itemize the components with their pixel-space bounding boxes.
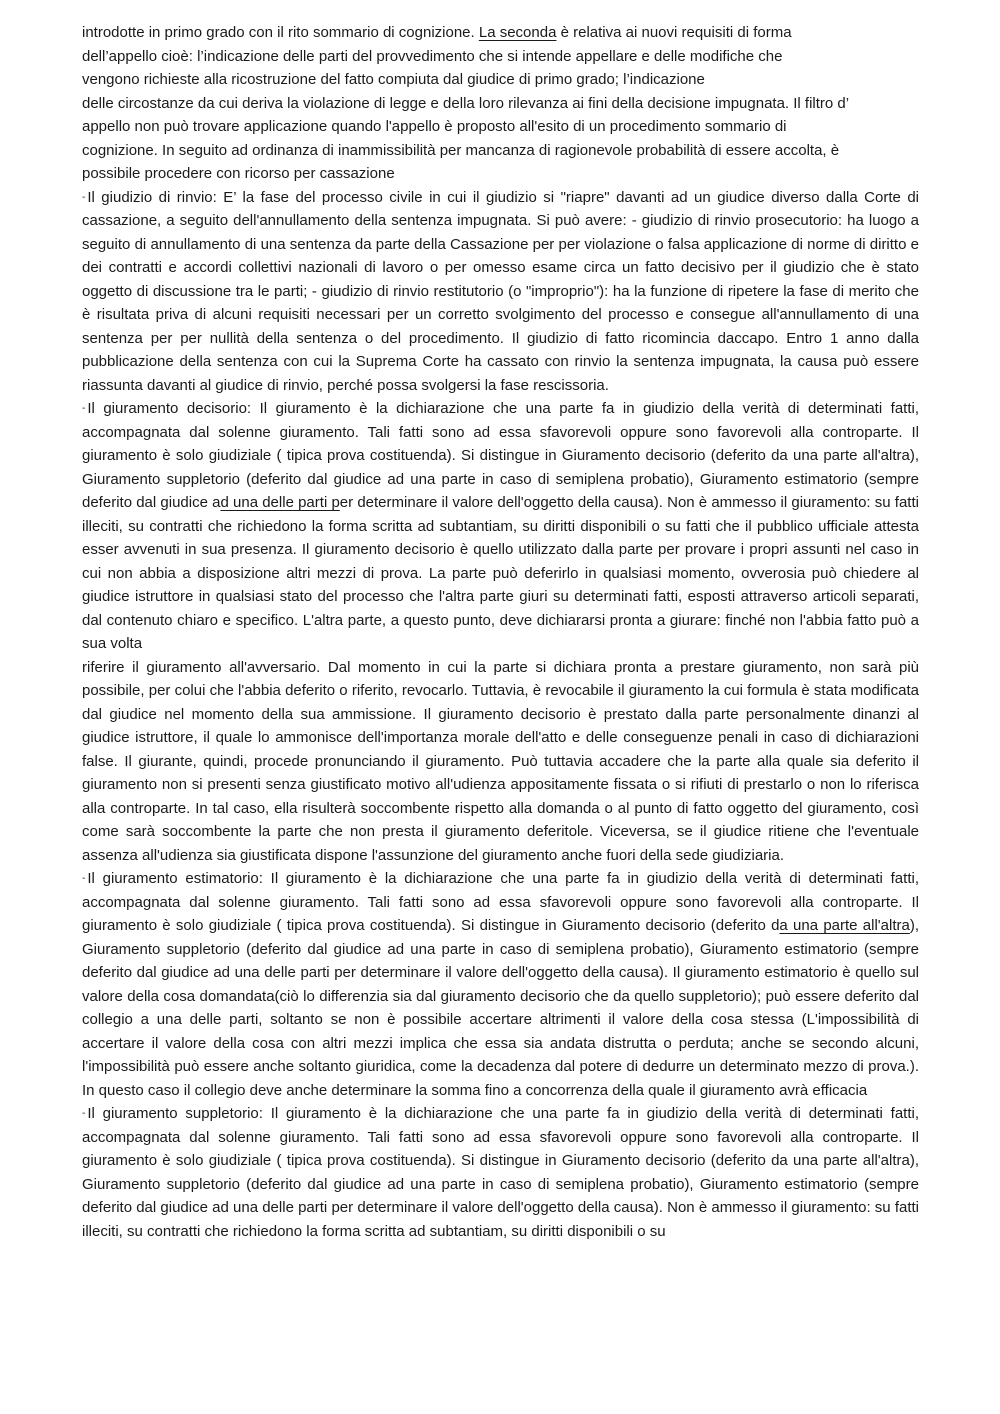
- intro-line: possibile procedere con ricorso per cassazione: [82, 165, 395, 182]
- intro-text: è relativa ai nuovi requisiti di forma: [556, 24, 792, 41]
- paragraph-text: Il giuramento decisorio: Il giuramento è la dichiarazione che una parte fa in giudizio della verità di determinati fatti, accompagnata dal solenne giuramento. Tali fatti sono ad essa sfavorevoli oppure sono favorevoli alla controparte. Il giuramento è solo giudiziale ( tipica prova costituenda). Si distingue in Giuramento decisorio (deferito da una parte all'altra), Giuramento suppletorio (deferito dal giudice ad una parte in caso di semiplena probatio), Giuramento estimatorio (sempre deferito dal giudice a: [82, 400, 919, 511]
- underlined-text: d una delle parti p: [220, 494, 340, 511]
- intro-line: vengono richieste alla ricostruzione del fatto compiuta dal giudice di primo grado; l’indicazione: [82, 71, 705, 88]
- intro-line: dell’appello cioè: l’indicazione delle parti del provvedimento che si intende appellare e delle modifiche che: [82, 47, 783, 65]
- paragraph-text: er determinare il valore dell'oggetto della causa). Non è ammesso il giuramento: su fatti illeciti, su contratti che richiedono la forma scritta ad subtantiam, su diritti disponibili o su fatti che il pubblico ufficiale attesta esser avvenuti in sua presenza. Il giuramento decisorio è quello utilizzato dalla parte per provare i propri assunti nel caso in cui non abbia a disposizione altri mezzi di prova. La parte può deferirlo in qualsiasi momento, ovverosia può chiedere al giudice istruttore in qualsiasi stato del processo che l'altra parte giuri su determinati fatti, esposti attraverso articoli separati, dal contenuto chiaro e specifico. L'altra parte, a questo punto, deve dichiararsi pronta a giurare: finché non l'abbia fatto può a sua volta: [82, 494, 919, 652]
- paragraph-giuramento-decisorio-cont: riferire il giuramento all'avversario. Dal momento in cui la parte si dichiara pronta a prestare giuramento, non sarà più possibile, per colui che l'abbia deferito o riferito, revocarlo. Tuttavia, è revocabile il giuramento la cui formula è stata modificata dal giudice nel momento della sua ammissione. Il giuramento decisorio è prestato dalla parte personalmente dinanzi al giudice istruttore, il quale lo ammonisce dell'importanza morale dell'atto e delle conseguenze penali in caso di dichiarazioni false. Il giurante, quindi, procede pronunciando il giuramento. Può tuttavia accadere che la parte alla quale sia deferito il giuramento non si presenti senza giustificato motivo all'udienza appositamente fissata o si rifiuti di prestarlo o non lo riferisca alla controparte. In tal caso, ella risulterà soccombente rispetto alla domanda o al punto di fatto oggetto del giuramento, così come sarà soccombente la parte che non presta il giuramento deferitole. Viceversa, se il giudice ritiene che l'eventuale assenza all'udienza sia giustificata dispone l'assunzione del giuramento anche fuori della sede giudiziaria.: [82, 658, 919, 864]
- intro-line: delle circostanze da cui deriva la violazione di legge e della loro rilevanza ai fini della decisione impugnata. Il filtro d’: [82, 94, 850, 112]
- intro-line: cognizione. In seguito ad ordinanza di inammissibilità per mancanza di ragionevole probabilità di essere accolta, è: [82, 141, 840, 159]
- document-page: [82, 21, 919, 1243]
- paragraph-giuramento-estimatorio: [82, 867, 919, 1102]
- underlined-text: La seconda: [478, 24, 557, 41]
- bullet-dash: -: [82, 403, 86, 414]
- bullet-dash: -: [82, 1108, 86, 1119]
- paragraph-giuramento-suppletorio: [82, 1102, 919, 1243]
- paragraph-text: Il giudizio di rinvio: E’ la fase del processo civile in cui il giudizio si "riapre" davanti ad un giudice diverso dalla Corte di cassazione, a seguito dell'annullamento della sentenza impugnata. Si può avere: - giudizio di rinvio prosecutorio: ha luogo a seguito di annullamento di una sentenza da parte della Cassazione per per violazione o falsa applicazione di norme di diritto e dei contratti e accordi collettivi nazionali di lavoro o per omesso esame circa un fatto decisivo per il giudizio che è stato oggetto di discussione tra le parti; - giudizio di rinvio restitutorio (o "improprio"): ha la funzione di ripetere la fase di merito che è risultata priva di alcuni requisiti necessari per un corretto svolgimento del processo e consegue all'annullamento di una sentenza per per nullità della sentenza o del procedimento. Il giudizio di fatto ricomincia daccapo. Entro 1 anno dalla pubblicazione della sentenza con cui la Suprema Corte ha cassato con rinvio la sentenza impugnata, la causa può essere riassunta davanti al giudice di rinvio, perché possa svolgersi la fase rescissoria.: [82, 188, 919, 394]
- intro-text: introdotte in primo grado con il rito sommario di cognizione.: [82, 24, 479, 41]
- paragraph-giudizio-di-rinvio: [82, 186, 919, 398]
- bullet-dash: -: [82, 873, 86, 884]
- paragraph-text: Il giuramento suppletorio: Il giuramento è la dichiarazione che una parte fa in giudizio della verità di determinati fatti, accompagnata dal solenne giuramento. Tali fatti sono ad essa sfavorevoli oppure sono favorevoli alla controparte. Il giuramento è solo giudiziale ( tipica prova costituenda). Si distingue in Giuramento decisorio (deferito da una parte all'altra), Giuramento suppletorio (deferito dal giudice ad una parte in caso di semiplena probatio), Giuramento estimatorio (sempre deferito dal giudice ad una delle parti per determinare il valore dell'oggetto della causa). Non è ammesso il giuramento: su fatti illeciti, su contratti che richiedono la forma scritta ad subtantiam, su diritti disponibili o su: [82, 1105, 919, 1240]
- paragraph-text: Il giuramento estimatorio: Il giuramento è la dichiarazione che una parte fa in giudizio della verità di determinati fatti, accompagnata dal solenne giuramento. Tali fatti sono ad essa sfavorevoli oppure sono favorevoli alla controparte. Il giuramento è solo giudiziale ( tipica prova costituenda). Si distingue in Giuramento decisorio (deferito d: [82, 870, 919, 934]
- intro-paragraph: [82, 21, 919, 186]
- paragraph-text: ), Giuramento suppletorio (deferito dal giudice ad una parte in caso di semiplena probatio), Giuramento estimatorio (sempre deferito dal giudice ad una delle parti per determinare il valore dell'oggetto della causa). Il giuramento estimatorio è quello sul valore della cosa domandata(ciò lo differenzia sia dal giuramento decisorio che da quello suppletorio); può essere deferito dal collegio a una delle parti, soltanto se non è possibile accertare altrimenti il valore della cosa stessa (L'impossibilità di accertare il valore della cosa con altri mezzi implica che essa sia andata distrutta o perduta; anche se secondo alcuni, l'impossibilità può essere anche soltanto giuridica, come la decadenza dal potere di dedurre un determinato mezzo di prova.). In questo caso il collegio deve anche determinare la somma fino a concorrenza della quale il giuramento avrà efficacia: [82, 917, 920, 1099]
- intro-line: appello non può trovare applicazione quando l'appello è proposto all'esito di un procedimento sommario di: [82, 118, 787, 135]
- paragraph-giuramento-decisorio: [82, 397, 919, 656]
- bullet-dash: -: [82, 191, 86, 203]
- intro-line: [82, 21, 919, 45]
- underlined-text: a una parte all'altra: [779, 917, 910, 934]
